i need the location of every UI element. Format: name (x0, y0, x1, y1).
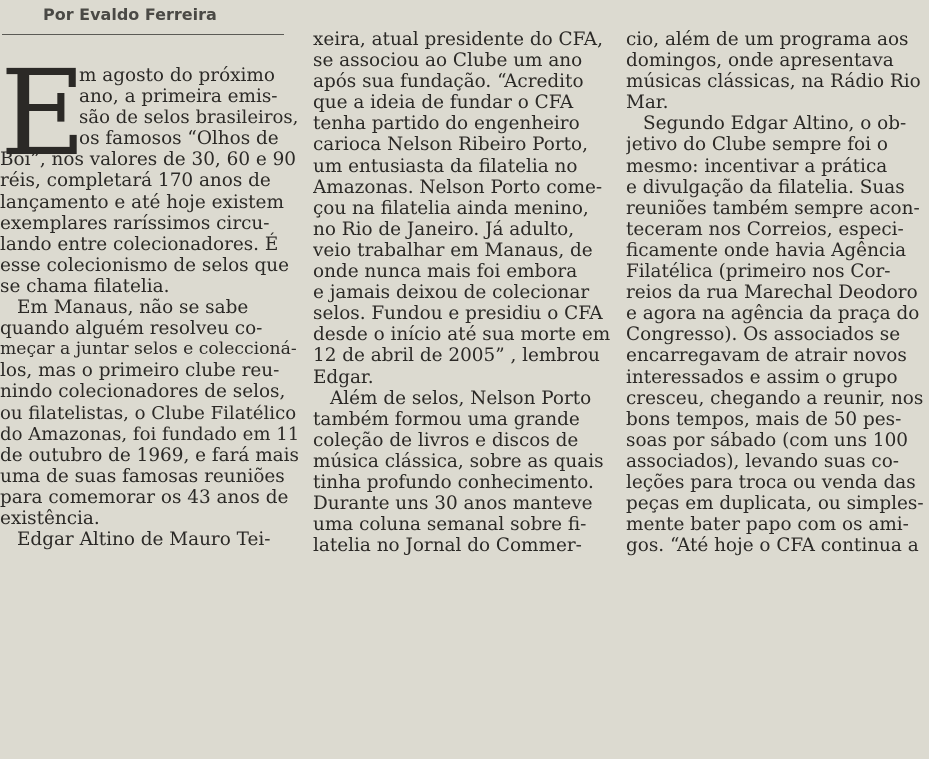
text-line: nindo colecionadores de selos, (0, 381, 286, 403)
text-line: e jamais deixou de colecionar (313, 282, 590, 304)
text-line: Amazonas. Nelson Porto come- (313, 176, 603, 198)
text-line: teceram nos Correios, especi- (626, 218, 904, 240)
text-line: cresceu, chegando a reunir, nos (626, 387, 924, 409)
text-line: e agora na agência da praça do (626, 303, 920, 325)
text-line: esse colecionismo de selos que (0, 254, 289, 276)
text-line: Além de selos, Nelson Porto (330, 387, 592, 409)
text-line: encarregavam de atrair novos (626, 345, 907, 367)
text-line: no Rio de Janeiro. Já adulto, (313, 218, 575, 240)
text-line: carioca Nelson Ribeiro Porto, (313, 134, 588, 156)
text-line: Em Manaus, não se sabe (17, 297, 249, 319)
text-line: mente bater papo com os ami- (626, 514, 909, 536)
text-line: meçar a juntar selos e coleccioná- (0, 339, 297, 360)
text-line: ficamente onde havia Agência (626, 239, 907, 261)
text-line: músicas clássicas, na Rádio Rio (626, 71, 921, 93)
byline-rule (2, 34, 284, 35)
text-line: lançamento e até hoje existem (0, 191, 284, 213)
byline: Por Evaldo Ferreira (43, 5, 217, 24)
text-line: uma de suas famosas reuniões (0, 465, 285, 487)
text-line: associados), levando suas co- (626, 450, 899, 472)
text-line: quando alguém resolveu co- (0, 318, 263, 340)
text-line: selos. Fundou e presidiu o CFA (313, 303, 603, 325)
text-line: Segundo Edgar Altino, o ob- (643, 113, 907, 135)
drop-cap: E (0, 44, 87, 182)
text-line: são de selos brasileiros, (79, 107, 299, 129)
text-line: que a ideia de fundar o CFA (313, 92, 574, 114)
text-line: Congresso). Os associados se (626, 324, 901, 346)
text-line: domingos, onde apresentava (626, 50, 894, 72)
text-line: peças em duplicata, ou simples- (626, 493, 924, 515)
article-column-2 (313, 29, 613, 723)
text-line: veio trabalhar em Manaus, de (313, 239, 593, 261)
text-line: se chama filatelia. (0, 275, 170, 297)
text-line: de outubro de 1969, e fará mais (0, 444, 299, 466)
text-line: xeira, atual presidente do CFA, (313, 29, 603, 50)
text-line: Durante uns 30 anos manteve (313, 493, 593, 515)
text-line: bons tempos, mais de 50 pes- (626, 408, 902, 430)
text-line: após sua fundação. “Acredito (313, 71, 584, 93)
text-line: reuniões também sempre acon- (626, 197, 920, 219)
text-line: um entusiasta da filatelia no (313, 155, 578, 177)
text-line: também formou uma grande (313, 408, 580, 430)
text-line: desde o início até sua morte em (313, 324, 611, 346)
text-line: existência. (0, 507, 100, 529)
text-line: gos. “Até hoje o CFA continua a (626, 535, 919, 557)
text-line: lando entre colecionadores. É (0, 233, 279, 255)
text-line: reios da rua Marechal Deodoro (626, 282, 918, 304)
text-line: réis, completará 170 anos de (0, 170, 271, 192)
text-line: e divulgação da filatelia. Suas (626, 176, 905, 198)
text-line: çou na filatelia ainda menino, (313, 197, 589, 219)
text-line: Mar. (626, 92, 669, 114)
text-line: tinha profundo conhecimento. (313, 471, 594, 493)
text-line: jetivo do Clube sempre foi o (626, 134, 888, 156)
text-line: 12 de abril de 2005” , lembrou (313, 345, 600, 367)
text-line: ou filatelistas, o Clube Filatélico (0, 402, 297, 424)
text-line: mesmo: incentivar a prática (626, 155, 888, 177)
text-line: uma coluna semanal sobre fi- (313, 514, 587, 536)
text-line: Edgar. (313, 366, 374, 388)
text-line: onde nunca mais foi embora (313, 261, 578, 283)
text-line: m agosto do próximo (79, 65, 275, 86)
text-line: los, mas o primeiro clube reu- (0, 360, 280, 382)
text-line: Edgar Altino de Mauro Tei- (17, 529, 271, 551)
text-line: soas por sábado (com uns 100 (626, 429, 908, 451)
text-line: exemplares raríssimos circu- (0, 212, 270, 234)
text-line: se associou ao Clube um ano (313, 50, 583, 72)
text-line: música clássica, sobre as quais (313, 450, 604, 472)
text-line: os famosos “Olhos de (79, 128, 279, 150)
text-line: para comemorar os 43 anos de (0, 486, 289, 508)
text-line: do Amazonas, foi fundado em 11 (0, 423, 300, 445)
text-line: cio, além de um programa aos (626, 29, 909, 50)
text-line: ano, a primeira emis- (79, 86, 278, 108)
text-line: Boi”, nos valores de 30, 60 e 90 (0, 149, 297, 171)
article-column-1 (0, 65, 300, 759)
text-line: Filatélica (primeiro nos Cor- (626, 261, 891, 283)
text-line: tenha partido do engenheiro (313, 113, 580, 135)
text-line: leções para troca ou venda das (626, 471, 916, 493)
article-column-3 (626, 29, 929, 723)
text-line: interessados e assim o grupo (626, 366, 898, 388)
text-line: coleção de livros e discos de (313, 429, 579, 451)
text-line: latelia no Jornal do Commer- (313, 535, 582, 557)
